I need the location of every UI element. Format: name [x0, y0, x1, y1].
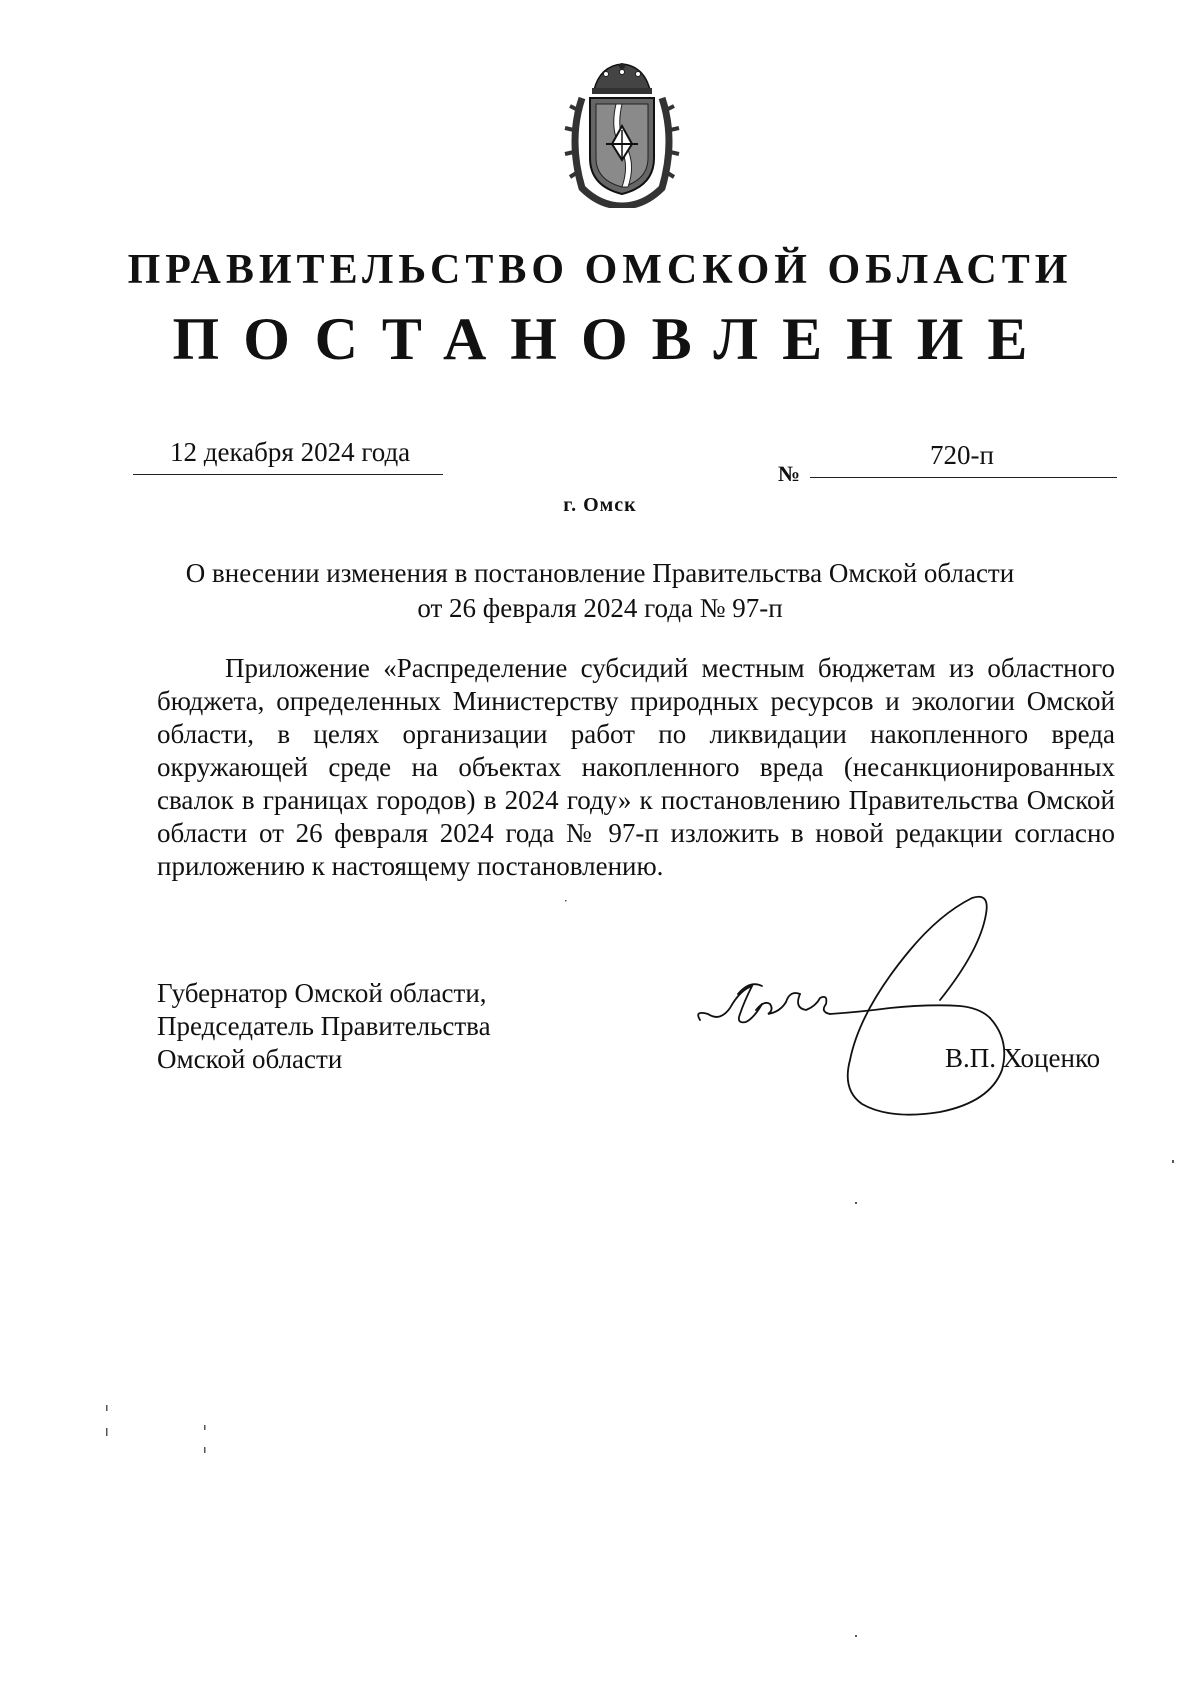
- signer-position: [157, 977, 491, 1076]
- subject-line-1: О внесении изменения в постановление Правительства Омской области: [185, 558, 1015, 588]
- signer-position-line-2: Председатель Правительства: [157, 1011, 491, 1041]
- document-subject: [100, 556, 1100, 626]
- document-number: 720-п: [930, 440, 994, 470]
- number-sign: №: [778, 461, 801, 486]
- signer-name: В.П. Хоценко: [945, 1043, 1101, 1073]
- document-type-title: ПОСТАНОВЛЕНИЕ: [172, 306, 1052, 372]
- city-label: г. Омск: [563, 494, 637, 516]
- subject-line-2: от 26 февраля 2024 года № 97-п: [417, 593, 783, 623]
- coat-of-arms-icon: [560, 60, 684, 208]
- date-underline: [133, 474, 443, 475]
- signer-position-line-1: Губернатор Омской области,: [157, 978, 487, 1008]
- document-date: 12 декабря 2024 года: [170, 437, 411, 467]
- handwritten-signature-icon: [690, 890, 1090, 1120]
- signer-position-line-3: Омской области: [157, 1044, 343, 1074]
- body-paragraph: Приложение «Распределение субсидий местным бюджетам из областного бюджета, определенных Министерству природных ресурсов и экологии Омской области, в целях организации работ по ликвидации накопленного вреда окружающей среде на объектах накопленного вреда (несанкционированных свалок в границах городов) в 2024 году» к постановлению Правительства Омской области от 26 февраля 2024 года № 97-п изложить в новой редакции согласно приложению к настоящему постановлению.: [157, 653, 1115, 881]
- number-underline: [810, 477, 1117, 478]
- government-title: ПРАВИТЕЛЬСТВО ОМСКОЙ ОБЛАСТИ: [127, 247, 1073, 293]
